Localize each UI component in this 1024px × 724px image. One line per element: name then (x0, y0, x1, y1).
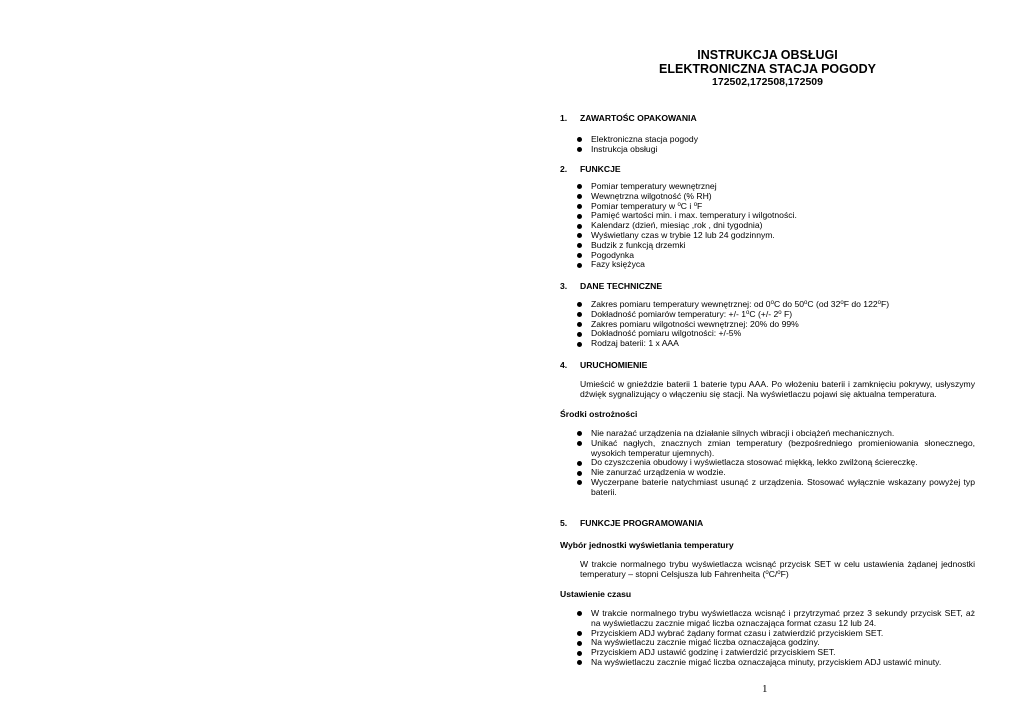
section-heading-functions (560, 164, 621, 175)
degree-sign: o (765, 569, 769, 576)
list-item: Wyświetlany czas w trybie 12 lub 24 godzinnym. (560, 231, 975, 241)
section-heading-start (560, 360, 647, 371)
item-text: Dokładność pomiarów temperatury: +/- 1 (591, 308, 746, 319)
section-title: FUNKCJE (580, 164, 621, 174)
list-item: Na wyświetlaczu zacznie migać liczba oznaczająca minuty, przyciskiem ADJ ustawić minuty. (560, 658, 975, 668)
unit-f: F (697, 200, 703, 211)
degree-sign: o (746, 309, 750, 316)
degree-sign: o (877, 300, 881, 306)
section-number: 4. (560, 360, 568, 370)
section-title: ZAWARTOŚC OPAKOWANIA (580, 113, 697, 123)
section-heading-tech (560, 281, 662, 292)
item-text: Pomiar temperatury w (591, 200, 678, 211)
section-number: 3. (560, 281, 568, 291)
model-numbers: 172502,172508,172509 (712, 76, 823, 88)
list-item: Pogodynka (560, 251, 975, 261)
section-title: URUCHOMIENIE (580, 360, 648, 370)
list-item: Fazy księżyca (560, 260, 975, 270)
list-item: Do czyszczenia obudowy i wyświetlacza stosować miękką, lekko zwilżoną ściereczkę. (560, 458, 975, 468)
precautions-heading: Środki ostrożności (560, 409, 638, 419)
list-item: Wewnętrzna wilgotność (% RH) (560, 192, 975, 202)
conjunction: i (687, 200, 694, 211)
precautions-list (560, 429, 975, 498)
start-paragraph: Umieścić w gnieździe baterii 1 baterie typu AAA. Po włożeniu baterii i zamknięciu pokrywy, usłyszymy dźwięk sygnalizujący o włączeniu się stacji. Na wyświetlaczu pojawi się aktualna temperatura. (580, 379, 975, 399)
document-title: INSTRUKCJA OBSŁUGI (697, 48, 838, 62)
list-item: Przyciskiem ADJ ustawić godzinę i zatwierdzić przyciskiem SET. (560, 648, 975, 658)
list-item: W trakcie normalnego trybu wyświetlacza wcisnąć i przytrzymać przez 3 sekundy przycisk SET, aż na wyświetlaczu zacznie migać liczba oznaczająca format czasu 12 lub 24. (560, 609, 975, 629)
list-item: Budzik z funkcją drzemki (560, 241, 975, 251)
degree-sign: o (693, 201, 698, 208)
item-text: F) (880, 299, 890, 309)
list-item: Unikać nagłych, znacznych zmian temperatury (bezpośredniego promieniowania słonecznego, wysokich temperatur ujemnych). (560, 439, 975, 459)
section-heading-programming (560, 518, 703, 529)
degree-sign: o (770, 300, 774, 306)
list-item: Pamięć wartości min. i max. temperatury i wilgotności. (560, 211, 975, 221)
section-number: 2. (560, 164, 568, 174)
list-item: Rodzaj baterii: 1 x AAA (560, 339, 975, 349)
item-text: C (od 32 (807, 299, 841, 309)
section-heading-contents (560, 113, 697, 124)
degree-sign: o (804, 300, 808, 306)
item-text: F do 122 (843, 299, 878, 309)
degree-sign: o (840, 300, 844, 306)
list-item: Nie narażać urządzenia na działanie silnych wibracji i obciążeń mechanicznych. (560, 429, 975, 439)
degree-sign: o (778, 309, 782, 316)
section-title: DANE TECHNICZNE (580, 281, 663, 291)
item-text: F) (780, 568, 789, 579)
item-text: C do 50 (773, 299, 805, 309)
item-text: W trakcie normalnego trybu wyświetlacza wcisnąć przycisk SET w celu ustawienia żądanej jednostki temperatury – stopni Celsjusza lub Fahrenheita ( (580, 559, 975, 579)
section-number: 1. (560, 113, 568, 123)
list-item: Wyczerpane baterie natychmiast usunąć z urządzenia. Stosować wyłącznie wskazany powyżej typ baterii. (560, 478, 975, 498)
unit-c: C (680, 200, 688, 211)
degree-sign: o (677, 201, 681, 208)
list-item: Zakres pomiaru wilgotności wewnętrznej: 20% do 99% (560, 320, 975, 330)
list-item: Dokładność pomiaru wilgotności: +/-5% (560, 329, 975, 339)
page-number: 1 (762, 683, 768, 695)
list-item: Instrukcja obsługi (560, 145, 975, 155)
unit-select-heading: Wybór jednostki wyświetlania temperatury (560, 540, 734, 550)
list-item: Kalendarz (dzień, miesiąc ,rok , dni tygodnia) (560, 221, 975, 231)
list-item: Przyciskiem ADJ wybrać żądany format czasu i zatwierdzić przyciskiem SET. (560, 629, 975, 639)
degree-sign: o (777, 569, 781, 576)
time-set-heading: Ustawienie czasu (560, 589, 632, 599)
list-item: Na wyświetlaczu zacznie migać liczba oznaczająca godziny. (560, 638, 975, 648)
list-item: Pomiar temperatury wewnętrznej (560, 182, 975, 192)
time-set-list (560, 609, 975, 668)
unit-select-paragraph (580, 560, 975, 580)
document-subtitle: ELEKTRONICZNA STACJA POGODY (659, 62, 876, 76)
list-item: Nie zanurzać urządzenia w wodzie. (560, 468, 975, 478)
item-text: Zakres pomiaru temperatury wewnętrznej: od 0 (591, 299, 771, 309)
section-title: FUNKCJE PROGRAMOWANIA (580, 518, 704, 528)
contents-list (560, 135, 975, 155)
item-text: C/ (768, 568, 778, 579)
section-number: 5. (560, 518, 568, 528)
item-text: C (+/- 2 (749, 308, 779, 319)
item-text: F) (781, 308, 793, 319)
list-item: Elektroniczna stacja pogody (560, 135, 975, 145)
tech-list (560, 300, 975, 349)
functions-list (560, 182, 975, 270)
